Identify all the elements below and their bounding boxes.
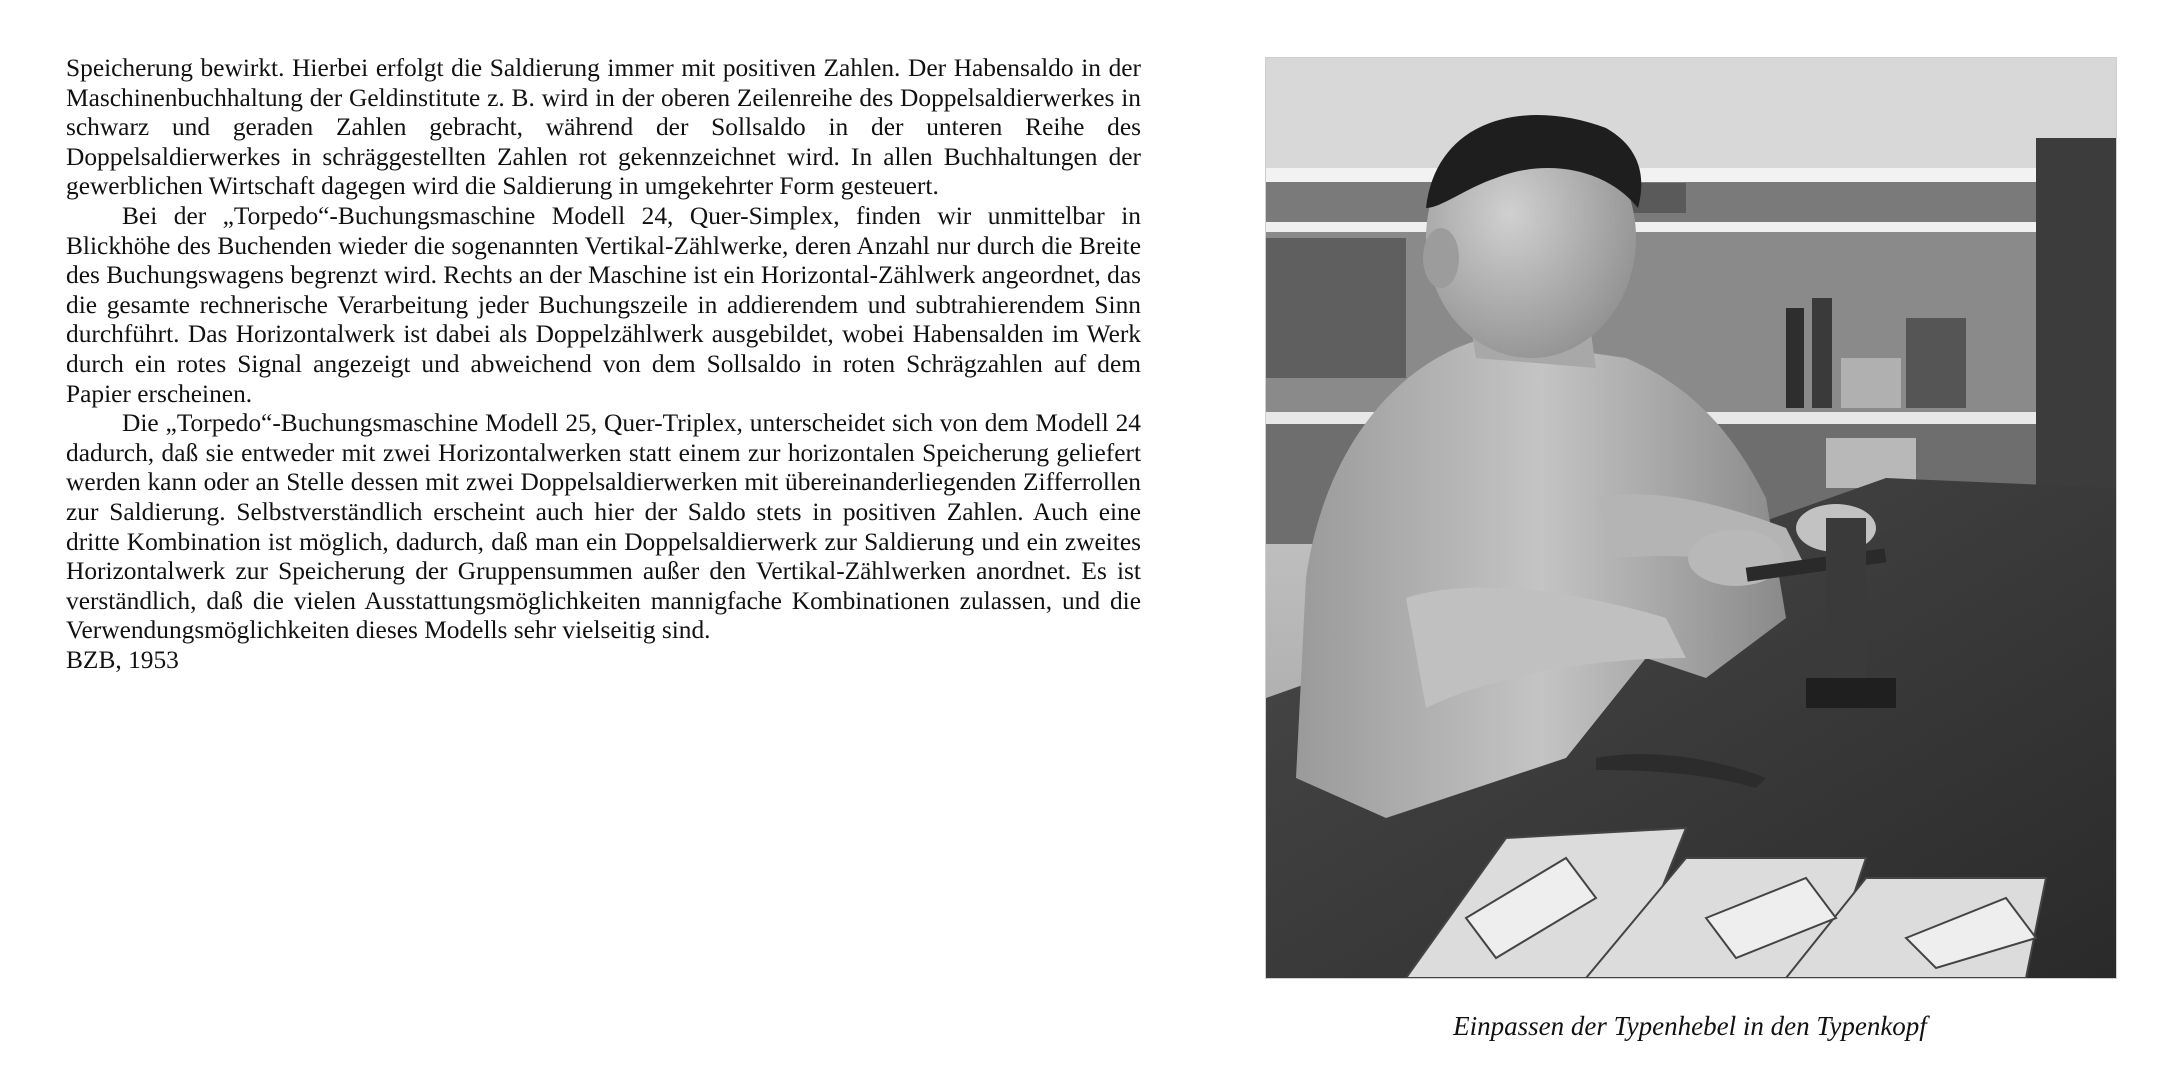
figure-caption: Einpassen der Typenhebel in den Typenkopf	[1453, 1011, 1927, 1041]
paragraph-3: Die „Torpedo“-Buchungsmaschine Modell 25, Quer-Triplex, unterscheidet sich von dem Modell 24 dadurch, daß sie entweder mit zwei Horizontalwerken statt einem zur horizontalen Speicherung geliefert werden kann oder an Stelle dessen mit zwei Doppelsaldierwerken mit übereinanderliegenden Zifferrollen zur Saldierung. Selbstverständlich erscheint auch hier der Saldo stets in positiven Zahlen. Auch eine dritte Kombination ist möglich, dadurch, daß man ein Doppelsaldierwerk zur Saldierung und ein zweites Horizontalwerk zur Speicherung der Gruppensummen außer den Vertikal-Zählwerken anordnet. Es ist verständlich, daß die vielen Ausstattungsmöglichkeiten mannigfache Kombinationen zulassen, und die Verwendungsmöglichkeiten dieses Modells sehr vielseitig sind.	[66, 409, 1141, 645]
article-text	[66, 54, 1141, 675]
paragraph-2: Bei der „Torpedo“-Buchungsmaschine Modell 24, Quer-Simplex, finden wir unmittelbar in Blickhöhe des Buchenden wieder die sogenannten Vertikal-Zählwerke, deren Anzahl nur durch die Breite des Buchungswagens begrenzt wird. Rechts an der Maschine ist ein Horizontal-Zählwerk angeordnet, das die gesamte rechnerische Verarbeitung jeder Buchungszeile in addierendem und subtrahierendem Sinn durchführt. Das Horizontalwerk ist dabei als Doppelzählwerk ausgebildet, wobei Habensalden im Werk durch ein rotes Signal angezeigt und abweichend von dem Sollsaldo in roten Schrägzahlen auf dem Papier erscheinen.	[66, 201, 1141, 408]
source-citation: BZB, 1953	[66, 645, 179, 674]
paragraph-1: Speicherung bewirkt. Hierbei erfolgt die Saldierung immer mit positiven Zahlen. Der Habensaldo in der Maschinenbuchhaltung der Geldinstitute z. B. wird in der oberen Zeilenreihe des Doppelsaldierwerkes in schwarz und geraden Zahlen gebracht, während der Sollsaldo in der unteren Reihe des Doppelsaldierwerkes in schräggestellten Zahlen rot gekennzeichnet wird. In allen Buchhaltungen der gewerblichen Wirtschaft dagegen wird die Saldierung in umgekehrter Form gesteuert.	[66, 54, 1141, 201]
workshop-photo-illustration	[1266, 58, 2116, 978]
workshop-photo	[1265, 57, 2117, 979]
